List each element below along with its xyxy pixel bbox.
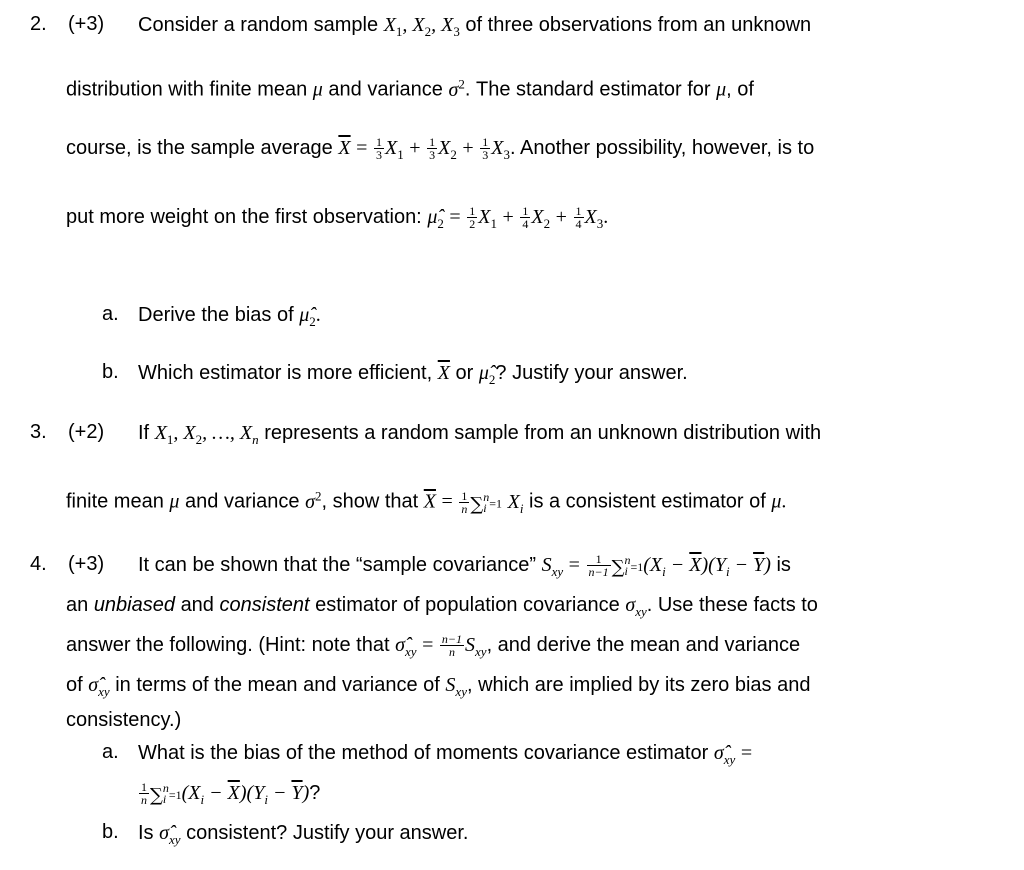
problem-3-text-2c: , show that xyxy=(321,490,419,513)
problem-2a-label: a. xyxy=(102,303,119,325)
problem-4-text-4a: of xyxy=(66,674,83,696)
problem-4b-text: Is $\sigmâ_{xy}$ consistent? Justify your answer. xyxy=(138,822,469,847)
problem-2-line-1: Consider a random sample $X_1$, $X_2$, $X_3$ of three observations from an unknown xyxy=(138,14,812,39)
problem-4-text-2a: an xyxy=(66,594,89,616)
problem-2-line-4-text: put more weight on the first observation: xyxy=(66,206,422,228)
problem-4-text-3a: answer the following. (Hint: note that xyxy=(66,634,390,656)
problem-4-text-2b: and xyxy=(180,594,214,616)
problem-3-points: (+2) xyxy=(68,421,105,443)
problem-2-intro: Consider a random sample xyxy=(138,14,379,36)
problem-4b-label: b. xyxy=(102,821,119,843)
problem-4a-text: What is the bias of the method of moments covariance estimator $\sigmâ_{xy}$ = xyxy=(138,742,753,767)
problem-4-points: (+3) xyxy=(68,553,105,575)
problem-2b-tail: ? Justify your answer. xyxy=(495,362,688,384)
problem-4-number: 4. xyxy=(30,553,47,575)
problem-2-line-2c: . The standard estimator for xyxy=(464,78,711,101)
problem-4b-text-body: Is xyxy=(138,822,154,844)
problem-2-intro-tail: of three observations from an unknown xyxy=(465,14,812,36)
problem-4-line-2: an unbiased and consistent estimator of population covariance $\sigma_{xy}$. Use these facts to xyxy=(66,594,818,619)
problem-2-number: 2. xyxy=(30,13,47,35)
problem-4-text-1: It can be shown that the “sample covariance” xyxy=(138,554,536,576)
problem-4a-tail: ? xyxy=(309,782,321,804)
problem-4a-formula: $\frac{1}{n}$ ∑ n i $=1(X_i - \overline{X})(Y_i - \overline{Y})$? xyxy=(141,780,321,808)
problem-4-text-4b: in terms of the mean and variance of xyxy=(115,674,440,696)
problem-2-points: (+3) xyxy=(68,13,105,35)
problem-4-text-3b: , and derive the mean and variance xyxy=(486,634,801,656)
problem-2b-label: b. xyxy=(102,361,119,383)
problem-4a-text-body: What is the bias of the method of moments covariance estimator xyxy=(138,742,709,764)
problem-2b-text: Which estimator is more efficient, $\overline{X}$ or $\mû_2$? Justify your answer. xyxy=(138,362,688,387)
problem-2-line-2b: and variance xyxy=(328,78,443,101)
problem-2b-mid: or xyxy=(455,362,474,384)
problem-3-text-1: If xyxy=(138,422,150,444)
problem-4a-label: a. xyxy=(102,741,119,763)
problem-4-line-3: answer the following. (Hint: note that $\sigmâ_{xy}$ = $\frac{n-1}{n}$ $S_{xy}$, and derive the mean and variance xyxy=(66,632,801,660)
problem-4-text-1b: is xyxy=(776,554,791,576)
problem-4-line-5: consistency.) xyxy=(66,709,182,731)
problem-2-line-2-text: distribution with finite mean xyxy=(66,78,308,101)
problem-2-line-2: distribution with finite mean μ and variance $\sigma^2$. The standard estimator for μ, of xyxy=(66,76,754,101)
problem-3-text-2b: and variance xyxy=(185,490,300,513)
problem-2-line-3-text: course, is the sample average xyxy=(66,137,333,159)
problem-4b-tail: consistent? Justify your answer. xyxy=(186,822,469,844)
problem-3-line-2: finite mean μ and variance $\sigma^2$, show that $\overline{X}$ = $\frac{1}{n}$ ∑ n i =1 $X_i$ is a consistent estimator of μ. xyxy=(66,488,787,517)
problem-3-number: 3. xyxy=(30,421,47,443)
problem-4-consistent: consistent xyxy=(219,594,310,616)
problem-4-line-4: of $\sigmâ_{xy}$ in terms of the mean and variance of $S_{xy}$, which are implied by its zero bias and xyxy=(66,674,811,699)
problem-2-line-4: put more weight on the first observation: $\mû_2$ = $\frac{1}{2}$ $X_1$ + $\frac{1}{4}$ $X_2$ + $\frac{1}{4}$ $X_3$. xyxy=(66,204,609,232)
problem-2b-text-body: Which estimator is more efficient, xyxy=(138,362,433,384)
problem-2a-text: Derive the bias of $\mû_2$. xyxy=(138,304,321,329)
problem-4-unbiased: unbiased xyxy=(93,594,175,616)
problem-4-text-4c: , which are implied by its zero bias and xyxy=(466,674,811,696)
problem-4-text-2c: estimator of population covariance xyxy=(315,594,620,616)
problem-2a-text-body: Derive the bias of xyxy=(138,304,294,326)
problem-3-line-1: If $X_1$, $X_2$, …, $X_n$ represents a random sample from an unknown distribution with xyxy=(138,422,822,447)
problem-2-line-2d: , of xyxy=(726,78,754,101)
problem-2-line-3b: . Another possibility, however, is to xyxy=(509,137,815,159)
problem-3-text-2d: is a consistent estimator of xyxy=(529,490,766,513)
problem-2-line-3: course, is the sample average $\overline{X}$ = $\frac{1}{3}$ $X_1$ + $\frac{1}{3}$ $X_2$ + $\frac{1}{3}$ $X_3$. Another possibility, however, is to xyxy=(66,135,815,163)
problem-4-line-1: It can be shown that the “sample covariance” $S_{xy}$ = $\frac{1}{n-1}$ ∑ n i $=1(X_i - \overline{X})(Y_i - \overline{Y})$ is xyxy=(138,552,791,580)
problem-3-text-1b: represents a random sample from an unknown distribution with xyxy=(264,422,822,444)
problem-3-text-2: finite mean xyxy=(66,490,164,513)
problem-4-text-2d: . Use these facts to xyxy=(646,594,818,616)
